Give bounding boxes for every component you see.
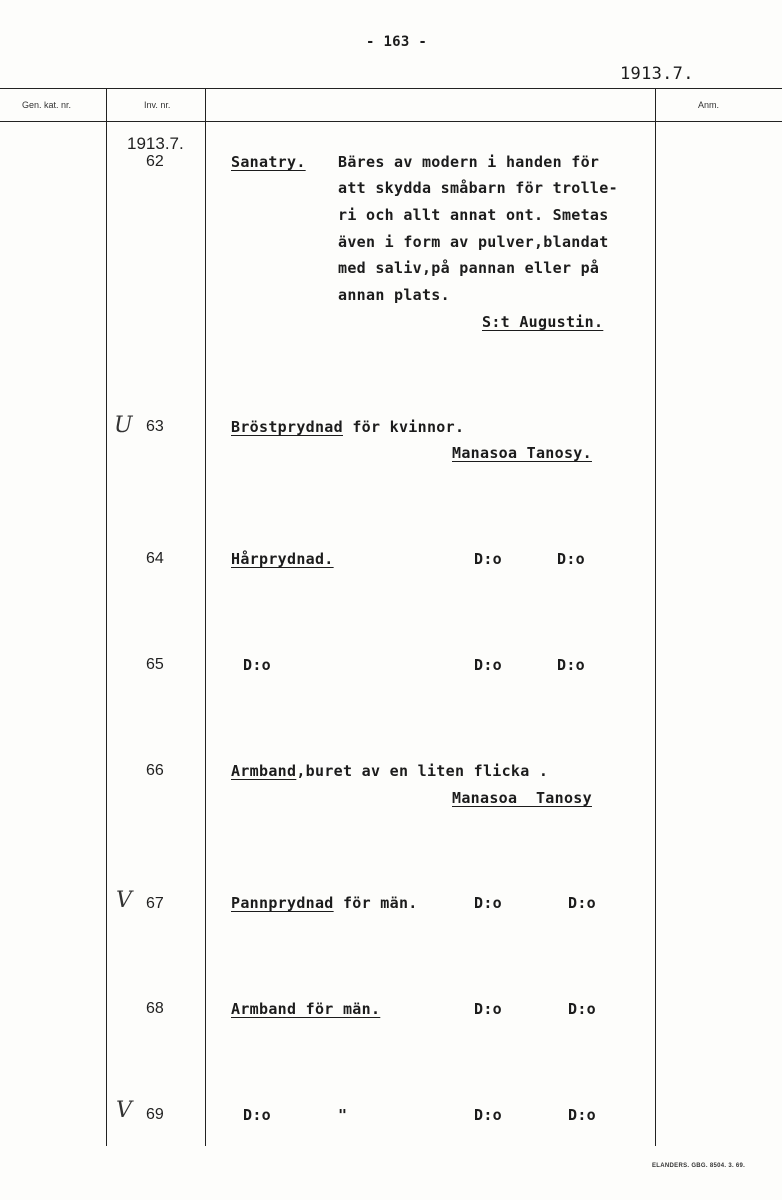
inv-number: 67 — [146, 895, 164, 912]
entry-source: Manasoa Tanosy. — [452, 444, 592, 462]
entry-title: Bröstprydnad — [231, 418, 343, 436]
check-mark: V — [116, 888, 132, 913]
column-header-anm: Anm. — [698, 100, 720, 110]
entry-line — [231, 418, 464, 436]
ditto-value: D:o — [474, 1000, 502, 1018]
entry-text-line: annan plats. — [338, 286, 450, 304]
entry-title-rest: ,buret av en liten flicka . — [296, 762, 549, 780]
entry-text-line: ri och allt annat ont. Smetas — [338, 206, 609, 224]
date-header: 1913.7. — [620, 64, 694, 84]
entry-title: D:o — [243, 656, 271, 674]
check-mark: U — [114, 413, 133, 438]
entry-title: D:o — [243, 1106, 271, 1124]
column-header-gen-kat: Gen. kat. nr. — [22, 100, 72, 110]
entry-date: 1913.7. — [127, 134, 184, 153]
ditto-value: D:o — [568, 1106, 596, 1124]
check-mark: V — [116, 1098, 132, 1123]
ditto-value: D:o — [474, 894, 502, 912]
entry-title-rest: för män. — [333, 894, 418, 912]
entry-line — [231, 762, 548, 780]
entry-text-line: Bäres av modern i handen för — [338, 153, 600, 171]
top-rule — [0, 88, 782, 89]
inv-number: 66 — [146, 762, 164, 779]
ditto-value: D:o — [474, 550, 502, 568]
ditto-value: D:o — [474, 1106, 502, 1124]
ditto-mark: " — [338, 1106, 348, 1124]
col-rule-text — [205, 88, 206, 1146]
entry-source: Manasoa Tanosy — [452, 789, 592, 807]
inv-number: 65 — [146, 656, 164, 673]
column-header-inv: Inv. nr. — [144, 100, 171, 110]
ditto-value: D:o — [557, 656, 585, 674]
entry-title: Armband för män. — [231, 1000, 381, 1018]
ditto-value: D:o — [568, 1000, 596, 1018]
ditto-value: D:o — [474, 656, 502, 674]
ditto-value: D:o — [557, 550, 585, 568]
entry-title: Armband — [231, 762, 297, 780]
ditto-value: D:o — [568, 894, 596, 912]
inv-number: 69 — [146, 1106, 164, 1123]
inv-number: 63 — [146, 418, 164, 435]
header-rule — [0, 121, 782, 122]
entry-title: Pannprydnad — [231, 894, 334, 912]
inv-number: 64 — [146, 550, 164, 567]
entry-text-line: att skydda småbarn för trolle- — [338, 179, 618, 197]
printer-imprint: ELANDERS. GBG. 8504. 3. 69. — [652, 1163, 746, 1169]
col-rule-anm — [655, 88, 656, 1146]
entry-text-line: med saliv,på pannan eller på — [338, 259, 600, 277]
entry-text-line: även i form av pulver,blandat — [338, 233, 609, 251]
entry-title: Hårprydnad. — [231, 550, 334, 568]
entry-title-rest: för kvinnor. — [342, 418, 465, 436]
entry-line — [231, 894, 418, 912]
entry-title: Sanatry. — [231, 153, 306, 171]
page-number: - 163 - — [366, 34, 428, 50]
inv-number: 62 — [146, 153, 164, 170]
col-rule-inv — [106, 88, 107, 1146]
inv-number: 68 — [146, 1000, 164, 1017]
entry-source: S:t Augustin. — [482, 313, 604, 331]
